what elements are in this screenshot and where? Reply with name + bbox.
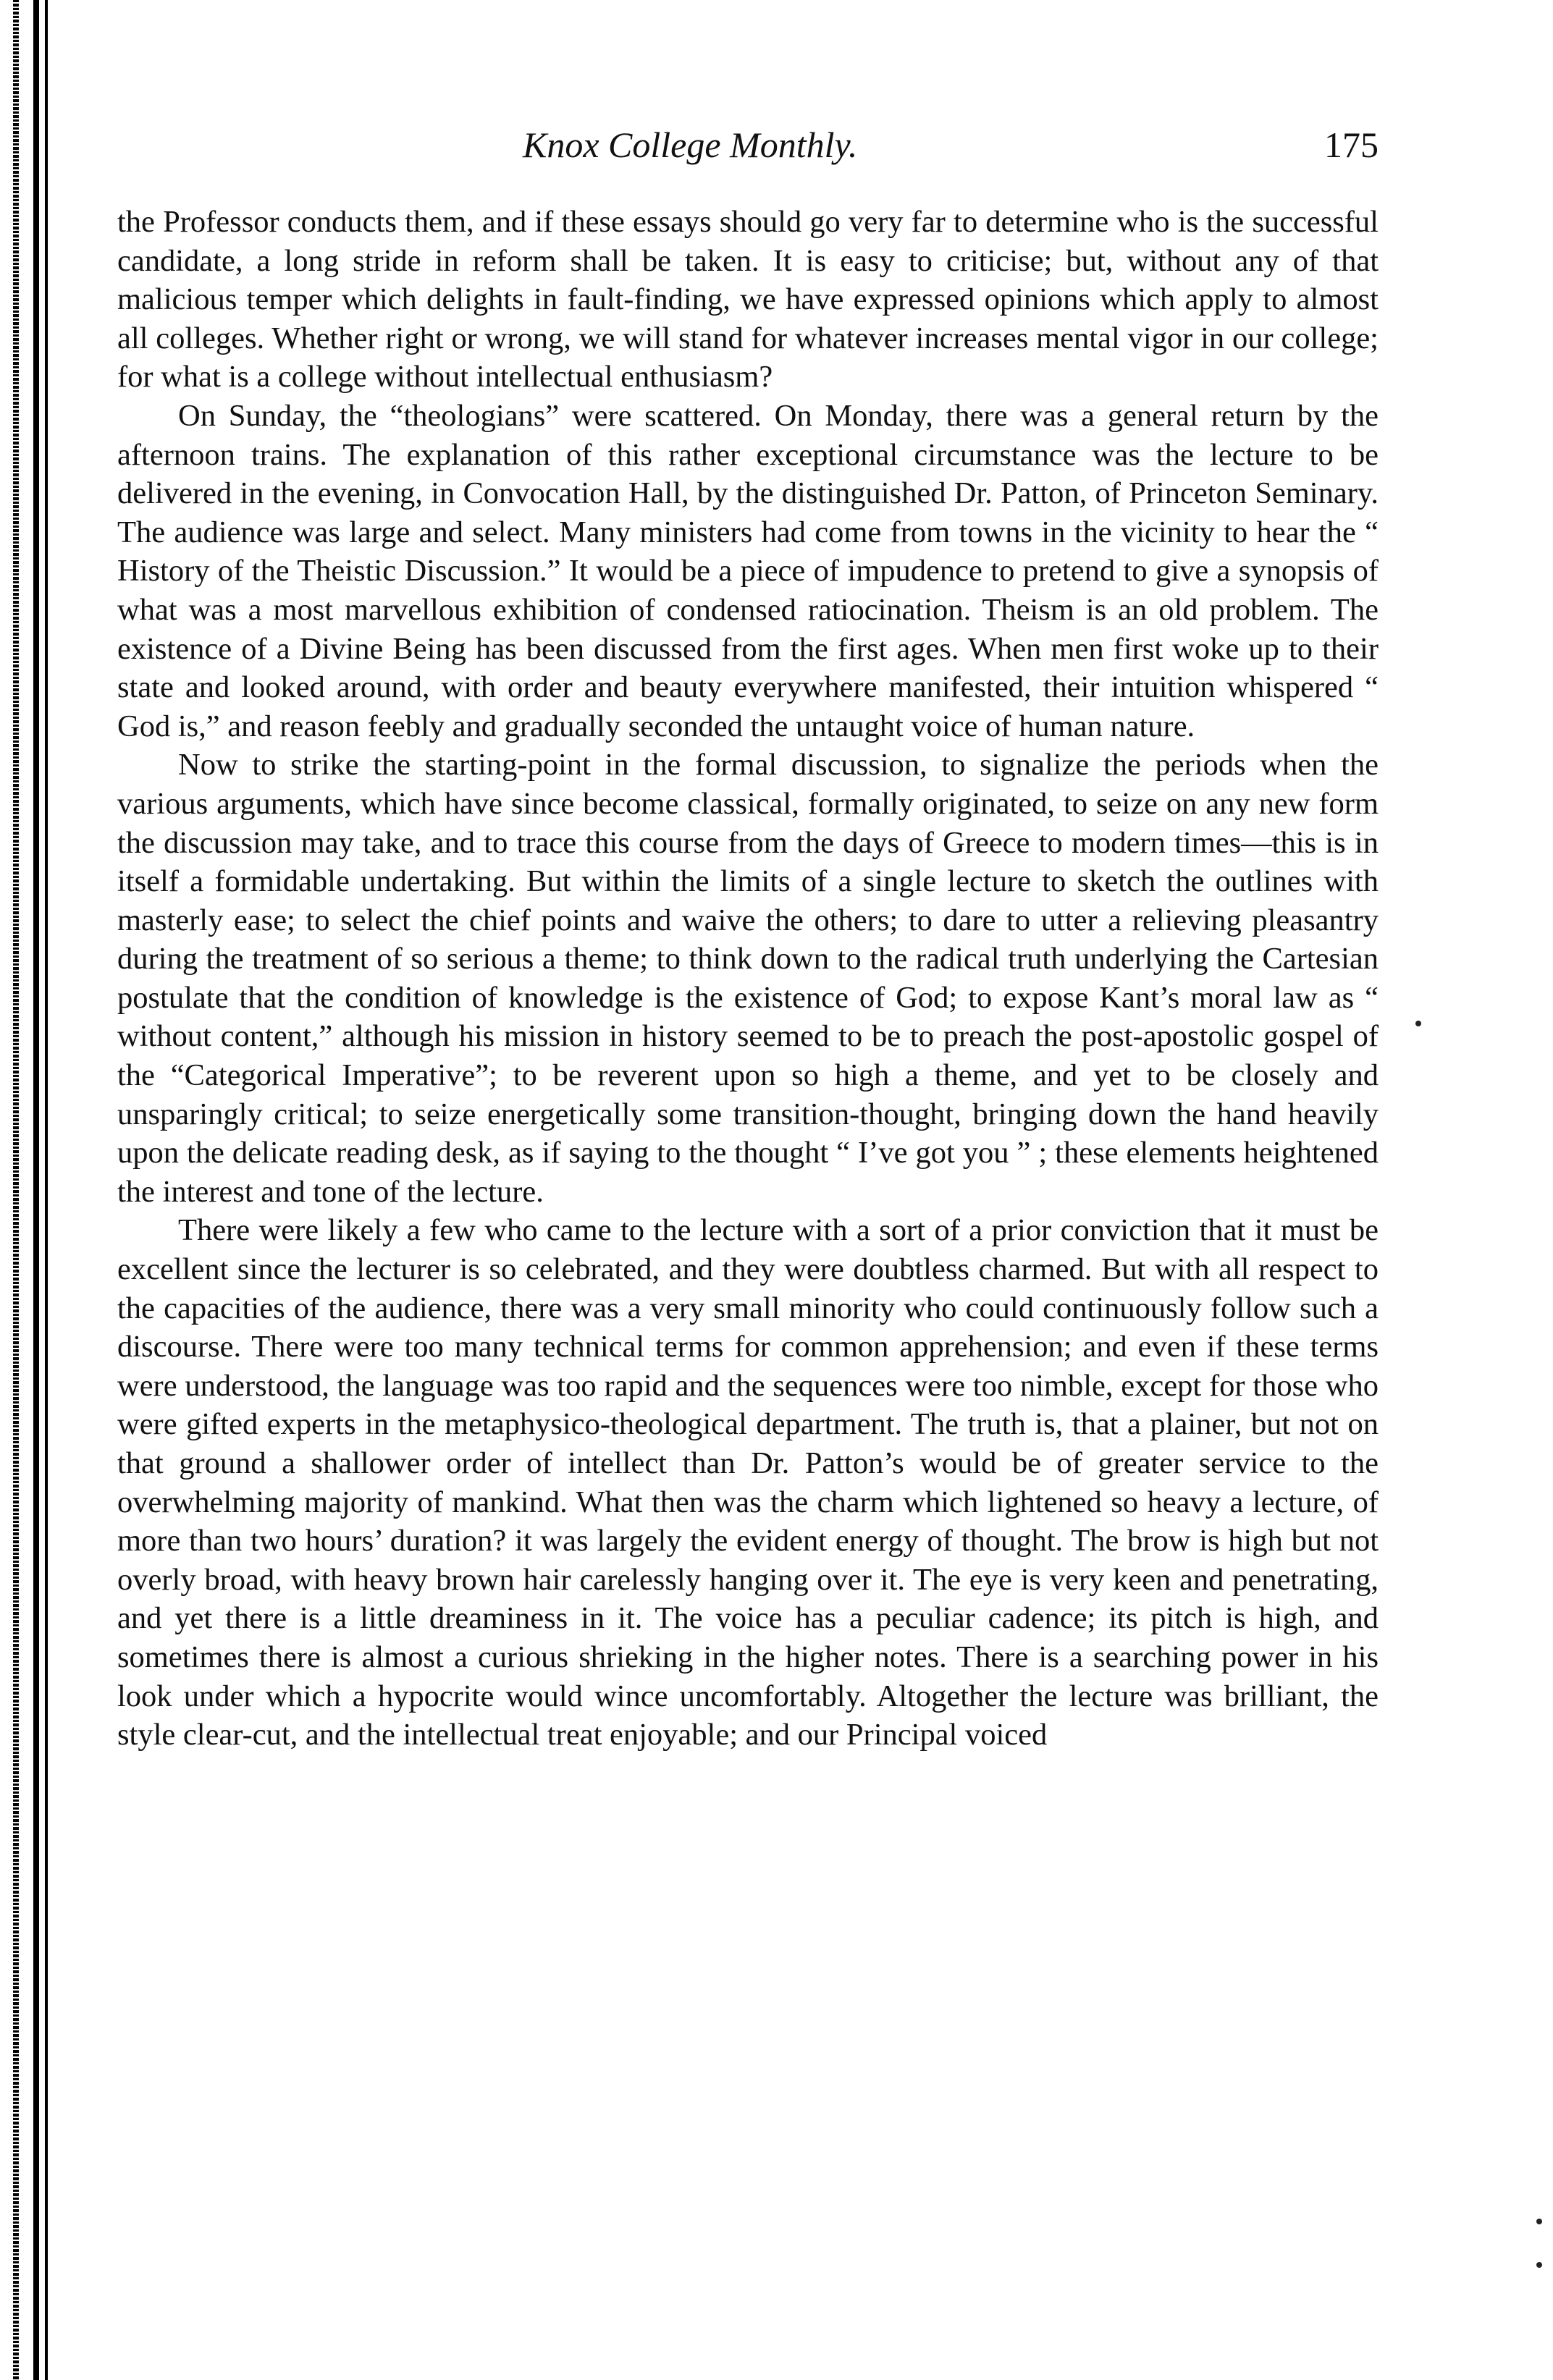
article-body [117, 203, 1379, 1755]
page-header [117, 123, 1379, 203]
margin-speck [1536, 2219, 1542, 2224]
paragraph: On Sunday, the “theologians” were scattered. On Monday, there was a general return by the afternoon trains. The explanation of this rather exceptional circumstance was the lecture to be delivered in the evening, in Convocation Hall, by the distinguished Dr. Patton, of Princeton Seminary. The audience was large and select. Many ministers had come from towns in the vicinity to hear the “ History of the Theistic Discussion.” It would be a piece of impudence to pretend to give a synopsis of what was a most marvellous exhibition of condensed ratiocination. Theism is an old problem. The existence of a Divine Being has been discussed from the first ages. When men first woke up to their state and looked around, with order and beauty everywhere manifested, their intuition whispered “ God is,” and reason feebly and gradually seconded the untaught voice of human nature. [117, 398, 1379, 743]
paragraph-continued: the Professor conducts them, and if these essays should go very far to determine who is the successful candidate, a long stride in reform shall be taken. It is easy to criticise; but, without any of that malicious temper which delights in fault-finding, we have expressed opinions which apply to almost all colleges. Whether right or wrong, we will stand for whatever increases mental vigor in our college; for what is a college without intellectual enthusiasm? [117, 205, 1379, 394]
scanned-binding-edge [0, 0, 65, 2380]
margin-speck [1536, 2262, 1542, 2268]
running-title: Knox College Monthly. [523, 125, 858, 165]
journal-page [117, 123, 1379, 1755]
paragraph: Now to strike the starting-point in the formal discussion, to signalize the periods when the various arguments, which have since become classical, formally originated, to seize on any new form the discussion may take, and to trace this course from the days of Greece to modern times—this is in itself a formidable undertaking. But within the limits of a single lecture to sketch the outlines with masterly ease; to select the chief points and waive the others; to dare to utter a relieving pleasantry during the treatment of so serious a theme; to think down to the radical truth underlying the Cartesian postulate that the condition of knowledge is the existence of God; to expose Kant’s moral law as “ without content,” although his mission in history seemed to be to preach the post-apostolic gospel of the “Categorical Imperative”; to be reverent upon so high a theme, and yet to be closely and unsparingly critical; to seize energetically some transition-thought, bringing down the hand heavily upon the delicate reading desk, as if saying to the thought “ I’ve got you ” ; these elements heightened the interest and tone of the lecture. [117, 748, 1379, 1209]
paragraph: There were likely a few who came to the lecture with a sort of a prior conviction that it must be excellent since the lecturer is so celebrated, and they were doubtless charmed. But with all respect to the capacities of the audience, there was a very small minority who could continuously follow such a discourse. There were too many technical terms for common apprehension; and even if these terms were understood, the language was too rapid and the sequences were too nimble, except for those who were gifted experts in the metaphysico-theological department. The truth is, that a plainer, but not on that ground a shallower order of intellect than Dr. Patton’s would be of greater service to the overwhelming majority of mankind. What then was the charm which lightened so heavy a lecture, of more than two hours’ duration? it was largely the evident energy of thought. The brow is high but not overly broad, with heavy brown hair carelessly hanging over it. The eye is very keen and penetrating, and yet there is a little dreaminess in it. The voice has a peculiar cadence; its pitch is high, and sometimes there is almost a curious shrieking in the higher notes. There is a searching power in his look under which a hypocrite would wince uncomfortably. Altogether the lecture was brilliant, the style clear-cut, and the intellectual treat enjoyable; and our Principal voiced [117, 1213, 1379, 1752]
page-number: 175 [1324, 125, 1379, 165]
margin-speck [1415, 1021, 1421, 1026]
